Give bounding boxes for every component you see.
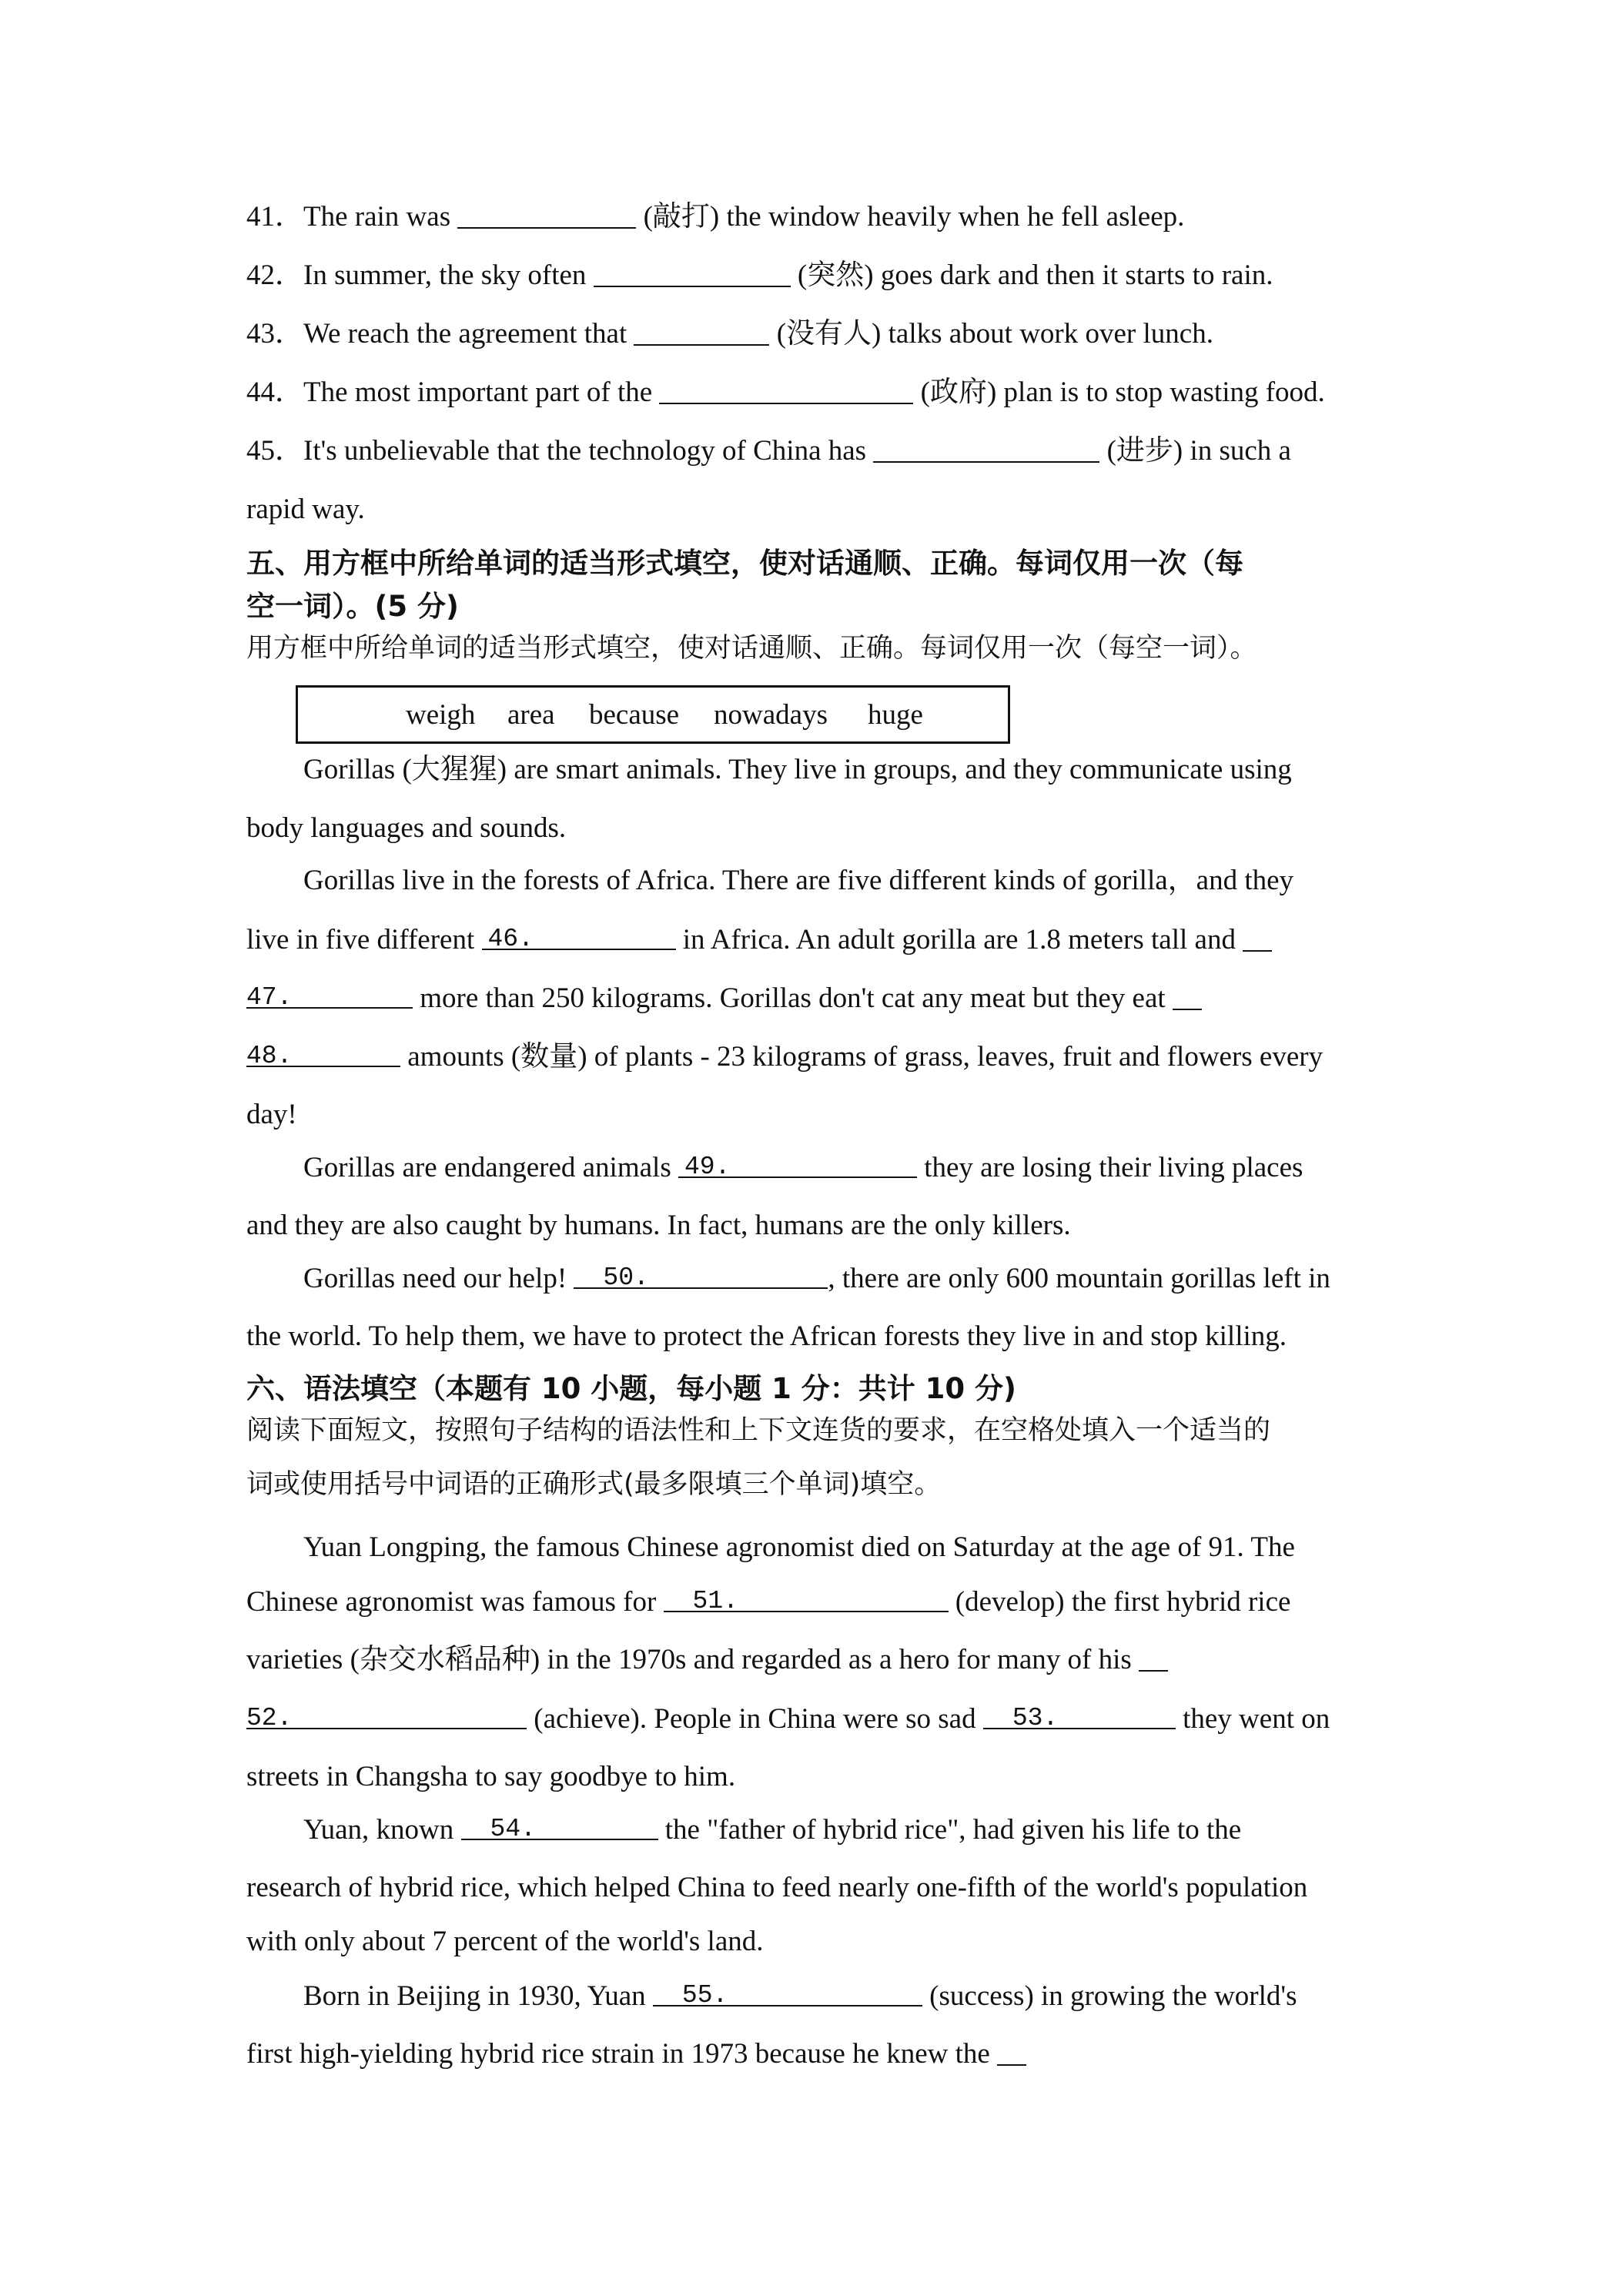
answer-blank-50[interactable]: 50. — [574, 1260, 828, 1289]
section-5-instruction: 用方框中所给单词的适当形式填空，使对话通顺、正确。每词仅用一次（每空一词）。 — [246, 633, 1257, 664]
question-44: 44．The most important part of the (政府) plan is to stop wasting food. — [246, 377, 1325, 408]
passage-6-line: Born in Beijing in 1930, Yuan 55. (success) in growing the world's — [303, 1977, 1297, 2015]
question-45: 45．It's unbelievable that the technology of China has (进步) in such a — [246, 435, 1291, 467]
answer-blank-48-start[interactable] — [1173, 981, 1202, 1010]
passage-6-line: research of hybrid rice, which helped China to feed nearly one-fifth of the world's population — [246, 1872, 1308, 1903]
answer-blank-51[interactable]: 51. — [664, 1583, 949, 1612]
answer-blank-49[interactable]: 49. — [678, 1149, 917, 1178]
question-45-continued: rapid way. — [246, 494, 365, 525]
passage-5-line: Gorillas (大猩猩) are smart animals. They live in groups, and they communicate using — [303, 754, 1292, 785]
passage-5-line: Gorillas are endangered animals 49. they are losing their living places — [303, 1149, 1303, 1186]
section-5-heading-line1: 五、用方框中所给单词的适当形式填空，使对话通顺、正确。每词仅用一次（每 — [246, 547, 1243, 580]
passage-5-line: and they are also caught by humans. In fact, humans are the only killers. — [246, 1210, 1071, 1241]
answer-blank-43[interactable] — [634, 316, 769, 346]
answer-blank-47[interactable]: 47. — [246, 979, 413, 1009]
answer-blank-42[interactable] — [594, 258, 791, 287]
word-box-word: because — [589, 699, 680, 731]
passage-6-line: varieties (杂交水稻品种) in the 1970s and regarded as a hero for many of his — [246, 1642, 1168, 1678]
passage-5-line: the world. To help them, we have to protect the African forests they live in and stop killing. — [246, 1320, 1287, 1352]
passage-5-line: live in five different 46. in Africa. An adult gorilla are 1.8 meters tall and — [246, 921, 1272, 959]
answer-blank-44[interactable] — [659, 375, 913, 404]
answer-blank-55[interactable]: 55. — [653, 1977, 922, 2006]
passage-5-line: Gorillas need our help! 50. , there are only 600 mountain gorillas left in — [303, 1260, 1330, 1297]
passage-6-line: Yuan, known 54. the "father of hybrid rice", had given his life to the — [303, 1811, 1241, 1849]
answer-blank-41[interactable] — [457, 199, 636, 229]
section-5-heading-line2: 空一词）。(5 分) — [246, 590, 459, 623]
passage-5-line: Gorillas live in the forests of Africa. There are five different kinds of gorilla，and they — [303, 865, 1294, 896]
answer-blank-52[interactable]: 52. — [246, 1700, 527, 1729]
answer-blank-47-start[interactable] — [1243, 922, 1272, 952]
passage-5-line: body languages and sounds. — [246, 812, 567, 844]
answer-blank-53[interactable]: 53. — [983, 1700, 1176, 1729]
answer-blank-46[interactable]: 46. — [482, 921, 676, 950]
answer-blank-56-start[interactable] — [997, 2037, 1026, 2066]
answer-blank-45[interactable] — [873, 433, 1099, 463]
section-6-instruction: 词或使用括号中词语的正确形式(最多限填三个单词)填空。 — [246, 1469, 942, 1500]
question-42: 42．In summer, the sky often (突然) goes dark and then it starts to rain. — [246, 259, 1273, 291]
answer-blank-52-start[interactable] — [1139, 1642, 1168, 1672]
passage-6-line: Yuan Longping, the famous Chinese agronomist died on Saturday at the age of 91. The — [303, 1531, 1295, 1563]
word-box — [296, 685, 1010, 744]
word-box-word: weigh — [406, 699, 476, 731]
passage-6-line: Chinese agronomist was famous for 51. (develop) the first hybrid rice — [246, 1583, 1290, 1621]
passage-6-line: 52. (achieve). People in China were so sad 53. they went on — [246, 1700, 1330, 1738]
passage-6-line: with only about 7 percent of the world's land. — [246, 1926, 764, 1957]
passage-5-line: 47. more than 250 kilograms. Gorillas don't cat any meat but they eat — [246, 979, 1202, 1017]
word-box-word: nowadays — [714, 699, 828, 731]
answer-blank-48[interactable]: 48. — [246, 1038, 400, 1067]
answer-blank-54[interactable]: 54. — [461, 1811, 658, 1840]
word-box-word: area — [507, 699, 555, 731]
passage-6-line: streets in Changsha to say goodbye to him. — [246, 1761, 736, 1792]
passage-6-line: first high-yielding hybrid rice strain in 1973 because he knew the — [246, 2036, 1026, 2073]
word-box-word: huge — [868, 699, 923, 731]
passage-5-line: 48. amounts (数量) of plants - 23 kilograms of grass, leaves, fruit and flowers every — [246, 1038, 1323, 1076]
question-43: 43．We reach the agreement that (没有人) talks about work over lunch. — [246, 318, 1213, 350]
question-41: 41．The rain was (敲打) the window heavily when he fell asleep. — [246, 201, 1185, 233]
section-6-heading: 六、语法填空（本题有 10 小题，每小题 1 分：共计 10 分) — [246, 1372, 1016, 1405]
passage-5-line: day! — [246, 1099, 297, 1130]
section-6-instruction: 阅读下面短文，按照句子结构的语法性和上下文连货的要求，在空格处填入一个适当的 — [246, 1415, 1271, 1446]
